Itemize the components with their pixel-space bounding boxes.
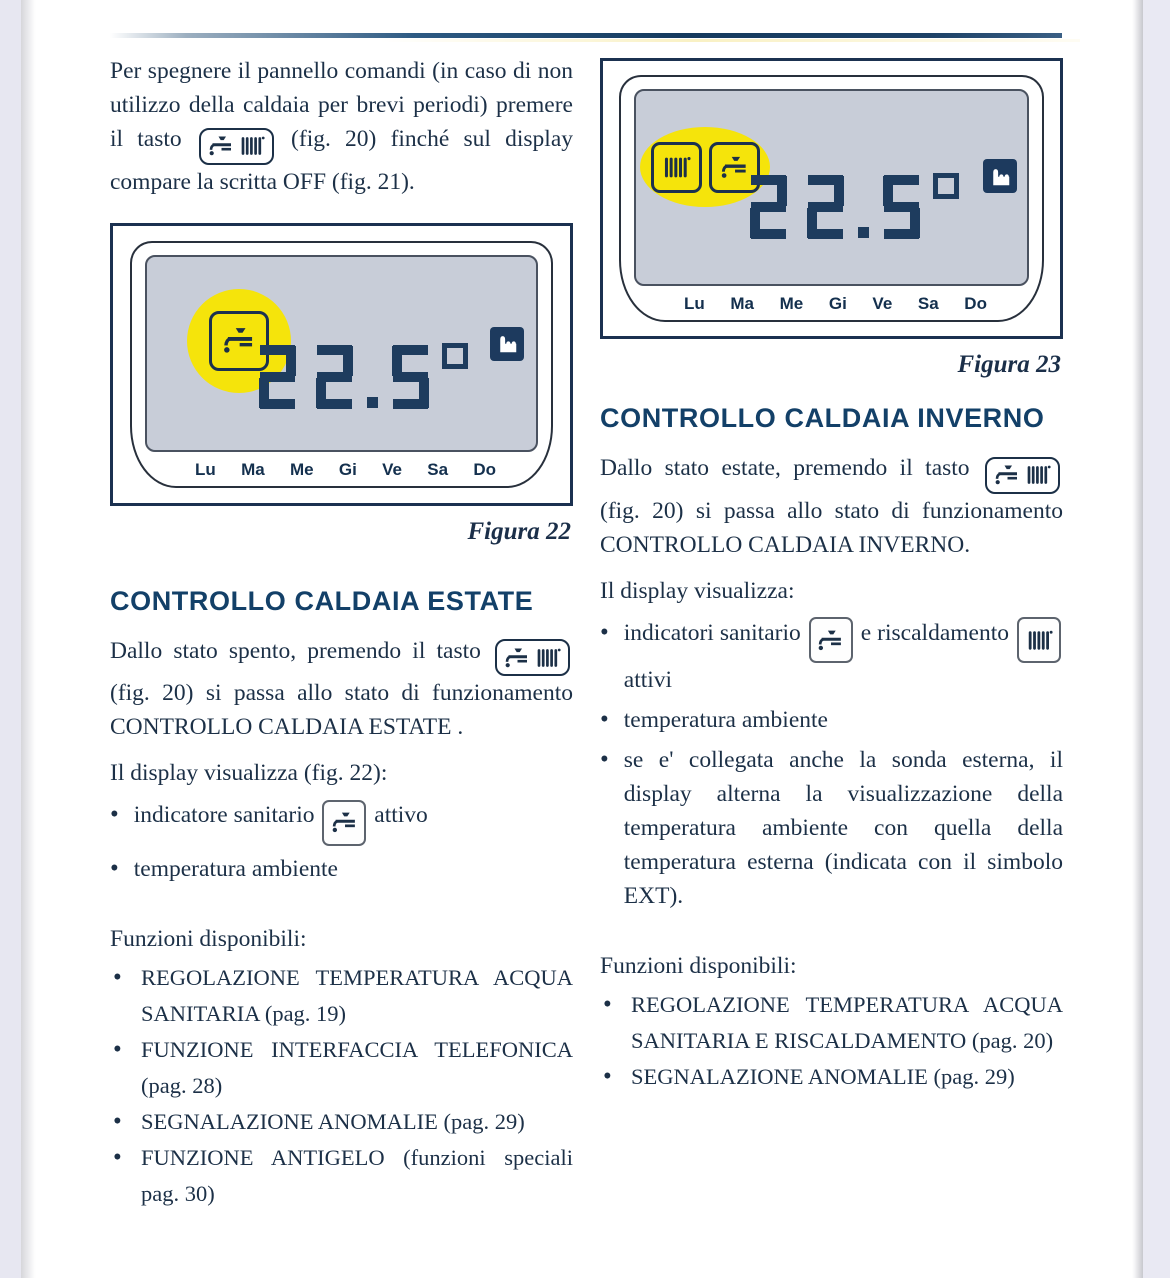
list-item [110,852,573,886]
inverno-display-line: Il display visualizza: [600,577,795,604]
tap-icon [504,647,530,669]
display-digit [807,175,844,239]
bullet-dot: • [600,618,609,646]
days-row [145,452,538,482]
radiator-icon [1025,464,1051,486]
hand-icon [490,327,524,361]
display-degree-symbol [933,173,959,199]
section-heading-inverno: CONTROLLO CALDAIA INVERNO [600,403,1045,433]
right-column [600,50,1063,1095]
day-label: Ma [241,459,265,479]
day-label: Me [779,294,804,313]
bullet-dot: • [600,746,609,773]
function-item: • SEGNALAZIONE ANOMALIE (pag. 29) [600,1059,1063,1095]
list-item [600,616,1063,698]
intro-text-pre: Per spegnere il pannello comandi (in caso di non utilizzo della caldaia per brevi periodi) premere il tasto [110,58,573,152]
heating-radiator-icon [651,142,702,193]
function-item: • REGOLAZIONE TEMPERATURA ACQUA SANITARIA E RISCALDAMENTO (pag. 20) [600,987,1063,1059]
page-right-edge-shadow [1132,0,1143,1278]
day-label: Lu [684,294,705,313]
temperature-readout [259,345,468,409]
day-label: Ve [872,294,893,313]
estate-text-pre: Dallo stato spento, premendo il tasto [110,637,481,664]
day-label: Ve [382,459,402,479]
days-row [634,286,1029,316]
page-left-margin [0,0,21,1278]
tap-icon [994,464,1020,486]
day-label: Sa [427,459,449,479]
estate-functions-list [110,960,573,1212]
day-label: Me [289,459,314,479]
inverno-text-post: (fig. 20) si passa allo stato di funzionamento CONTROLLO CALDAIA INVERNO. [600,497,1063,558]
estate-display-list [110,798,573,886]
figure-23 [600,58,1063,379]
day-label: Do [964,294,987,313]
list-item-text: temperatura ambiente [623,707,828,733]
figure-23-caption: Figura 23 [957,351,1061,378]
header-rule [110,33,1062,38]
figure-22-caption: Figura 22 [467,517,571,545]
estate-functions-label: Funzioni disponibili: [110,925,307,952]
bullet-text-pre: indicatore sanitario [133,802,315,828]
list-item-text: temperatura ambiente [133,855,338,882]
display-decimal-point [367,397,378,408]
thermostat-bezel [619,75,1044,322]
display-decimal-point [858,227,869,238]
function-item: • SEGNALAZIONE ANOMALIE (pag. 29) [110,1104,573,1140]
bullet-dot: • [600,706,609,733]
sanitary-tap-icon [809,617,853,663]
display-digit [883,175,920,239]
section-heading-estate: CONTROLLO CALDAIA ESTATE [110,585,534,616]
inverno-text-pre: Dallo stato estate, premendo il tasto [600,455,970,481]
figure-22 [110,223,573,546]
bullet-text-mid: e riscaldamento [860,619,1009,646]
sanitary-tap-icon [322,800,366,846]
estate-text-post: (fig. 20) si passa allo stato di funzionamento CONTROLLO CALDAIA ESTATE . [110,680,573,740]
thermostat-bezel [130,241,553,488]
day-label: Gi [828,294,847,313]
inverno-functions-list [600,987,1063,1095]
display-digit [259,345,296,409]
day-label: Ma [730,294,755,313]
day-label: Do [473,459,496,479]
mode-button-icon [199,128,274,165]
heating-radiator-icon [1017,617,1061,663]
bullet-text-post: attivi [623,667,673,693]
header-rule-glow [380,39,1080,42]
tap-icon [208,135,234,157]
bullet-text-pre: indicatori sanitario [623,619,801,646]
display-digit [392,345,429,409]
day-label: Lu [195,459,216,479]
display-degree-symbol [442,343,468,369]
list-item [110,798,573,846]
list-item [600,703,1063,737]
function-item: • FUNZIONE ANTIGELO (funzioni speciali pag. 30) [110,1140,573,1212]
radiator-icon [535,647,561,669]
page-left-edge-shadow [21,0,36,1278]
bullet-dot: • [110,854,119,882]
inverno-functions-label: Funzioni disponibili: [600,953,797,979]
lcd-display [145,255,538,452]
hand-icon [983,159,1017,193]
figure-23-frame [600,58,1063,339]
bullet-dot: • [110,801,119,828]
intro-paragraph [110,54,573,199]
display-digit [316,345,353,409]
temperature-readout [750,175,959,239]
estate-paragraph [110,634,573,745]
list-item-text [134,798,428,846]
page-right-margin [1143,0,1170,1278]
radiator-icon [239,135,265,157]
mode-button-icon [495,639,570,676]
day-label: Sa [917,294,939,313]
list-item-text [624,616,1063,698]
day-label: Gi [338,459,357,479]
figure-22-frame [110,223,573,506]
left-column [110,50,573,1212]
intro-text-post: (fig. 20) finché sul display compare la scritta OFF (fig. 21). [110,126,573,195]
function-item: • FUNZIONE INTERFACCIA TELEFONICA (pag. 28) [110,1032,573,1104]
estate-display-line: Il display visualizza (fig. 22): [110,760,388,786]
display-digit [750,175,787,239]
inverno-paragraph [600,451,1063,562]
function-item: • REGOLAZIONE TEMPERATURA ACQUA SANITARIA (pag. 19) [110,960,573,1032]
inverno-display-list [600,616,1063,914]
mode-button-icon [985,457,1060,494]
list-item-text: se e' collegata anche la sonda esterna, il display alterna la visualizzazione della temperatura ambiente con quella della temperatura esterna (indicata con il simbolo EXT). [623,747,1063,909]
lcd-display [634,89,1029,286]
list-item [600,743,1063,913]
bullet-text-post: attivo [374,802,428,828]
